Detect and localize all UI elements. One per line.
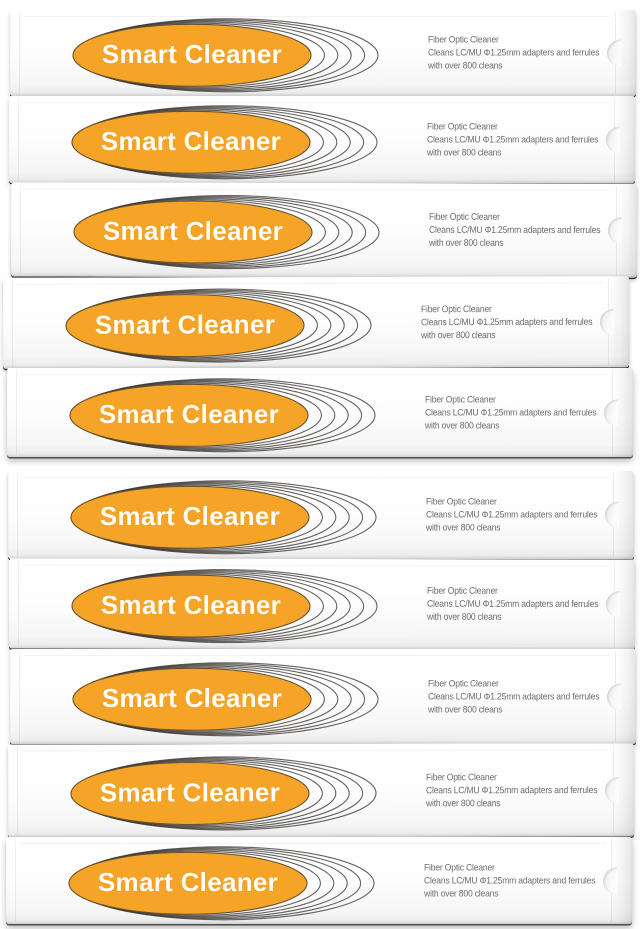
brand-title: Smart Cleaner <box>100 125 282 156</box>
brand-title: Smart Cleaner <box>99 501 281 532</box>
info-line-clean-count: with over 800 cleans <box>428 704 503 715</box>
product-info <box>427 585 598 624</box>
info-line-clean-count: with over 800 cleans <box>426 611 502 623</box>
info-line-product-type: Fiber Optic Cleaner <box>420 303 492 315</box>
info-line-compatibility: Cleans LC/MU Φ1.25mm adapters and ferrules <box>420 316 593 328</box>
cleaner-box <box>3 276 629 369</box>
cleaner-box <box>8 471 634 559</box>
info-line-compatibility: Cleans LC/MU Φ1.25mm adapters and ferrules <box>426 509 598 521</box>
info-line-product-type: Fiber Optic Cleaner <box>424 862 495 873</box>
cleaner-box <box>9 558 635 649</box>
box-left-fold-edge <box>18 98 19 181</box>
info-line-product-type: Fiber Optic Cleaner <box>427 585 498 597</box>
info-line-compatibility: Cleans LC/MU Φ1.25mm adapters and ferrules <box>428 47 600 59</box>
info-line-compatibility: Cleans LC/MU Φ1.25mm adapters and ferrules <box>425 407 597 418</box>
thumb-notch <box>603 867 617 894</box>
product-info <box>424 861 595 900</box>
brand-logo <box>70 661 382 737</box>
box-left-fold-edge <box>19 12 20 94</box>
brand-logo <box>68 479 380 555</box>
info-line-clean-count: with over 800 cleans <box>424 888 499 899</box>
info-line-clean-count: with over 800 cleans <box>426 797 501 809</box>
cleaner-box <box>8 743 634 837</box>
product-info <box>426 496 597 535</box>
info-line-product-type: Fiber Optic Cleaner <box>428 678 499 689</box>
brand-logo <box>63 287 375 364</box>
thumb-notch <box>605 502 619 529</box>
box-left-fold-edge <box>19 651 20 742</box>
info-line-product-type: Fiber Optic Cleaner <box>427 121 498 132</box>
product-info <box>428 34 599 73</box>
thumb-notch <box>607 683 621 710</box>
brand-title: Smart Cleaner <box>98 398 280 429</box>
info-line-compatibility: Cleans LC/MU Φ1.25mm adapters and ferrules <box>428 691 600 702</box>
cleaner-box <box>6 837 632 924</box>
cleaner-box <box>10 649 636 744</box>
product-info <box>428 677 599 716</box>
product-info <box>427 120 598 159</box>
info-line-clean-count: with over 800 cleans <box>425 420 500 431</box>
brand-logo <box>68 755 380 832</box>
thumb-notch <box>605 776 619 803</box>
info-line-compatibility: Cleans LC/MU Φ1.25mm adapters and ferrules <box>426 598 599 610</box>
info-line-clean-count: with over 800 cleans <box>428 60 503 72</box>
cleaner-box <box>7 368 633 457</box>
box-left-fold-edge <box>20 184 21 274</box>
thumb-notch <box>608 217 622 244</box>
brand-logo <box>66 845 378 921</box>
brand-title: Smart Cleaner <box>101 39 283 70</box>
product-info <box>429 211 600 250</box>
thumb-notch <box>600 308 614 335</box>
product-info <box>426 771 597 810</box>
cleaner-box <box>11 182 637 277</box>
info-line-clean-count: with over 800 cleans <box>426 522 501 534</box>
info-line-product-type: Fiber Optic Cleaner <box>425 771 497 783</box>
cleaner-box <box>10 10 636 96</box>
box-left-fold-edge <box>17 747 18 836</box>
brand-title: Smart Cleaner <box>94 308 276 340</box>
box-left-fold-edge <box>18 560 19 646</box>
thumb-notch <box>607 40 621 67</box>
brand-title: Smart Cleaner <box>97 866 279 897</box>
info-line-clean-count: with over 800 cleans <box>428 237 504 249</box>
brand-title: Smart Cleaner <box>102 215 284 247</box>
brand-title: Smart Cleaner <box>99 776 281 808</box>
box-left-fold-edge <box>15 839 16 922</box>
info-line-product-type: Fiber Optic Cleaner <box>426 496 497 508</box>
info-line-compatibility: Cleans LC/MU Φ1.25mm adapters and ferrules <box>424 875 596 886</box>
info-line-compatibility: Cleans LC/MU Φ1.25mm adapters and ferrules <box>425 784 598 796</box>
info-line-clean-count: with over 800 cleans <box>421 329 496 341</box>
brand-title: Smart Cleaner <box>101 682 283 713</box>
brand-logo <box>71 194 383 271</box>
thumb-notch <box>606 591 620 618</box>
info-line-product-type: Fiber Optic Cleaner <box>428 34 499 46</box>
box-left-fold-edge <box>12 280 13 367</box>
info-line-clean-count: with over 800 cleans <box>427 147 502 158</box>
product-info <box>421 302 592 341</box>
brand-logo <box>69 568 381 645</box>
thumb-notch <box>606 126 620 153</box>
brand-logo <box>69 104 381 180</box>
info-line-compatibility: Cleans LC/MU Φ1.25mm adapters and ferrules <box>427 134 599 145</box>
brand-title: Smart Cleaner <box>100 589 282 621</box>
brand-logo <box>67 377 379 453</box>
cleaner-box <box>9 96 635 183</box>
thumb-notch <box>604 399 618 426</box>
info-line-product-type: Fiber Optic Cleaner <box>425 394 496 405</box>
product-info <box>425 393 596 432</box>
info-line-compatibility: Cleans LC/MU Φ1.25mm adapters and ferrules <box>428 224 601 237</box>
box-left-fold-edge <box>16 370 17 455</box>
box-left-fold-edge <box>17 473 18 557</box>
brand-logo <box>70 17 382 93</box>
info-line-product-type: Fiber Optic Cleaner <box>429 211 500 223</box>
